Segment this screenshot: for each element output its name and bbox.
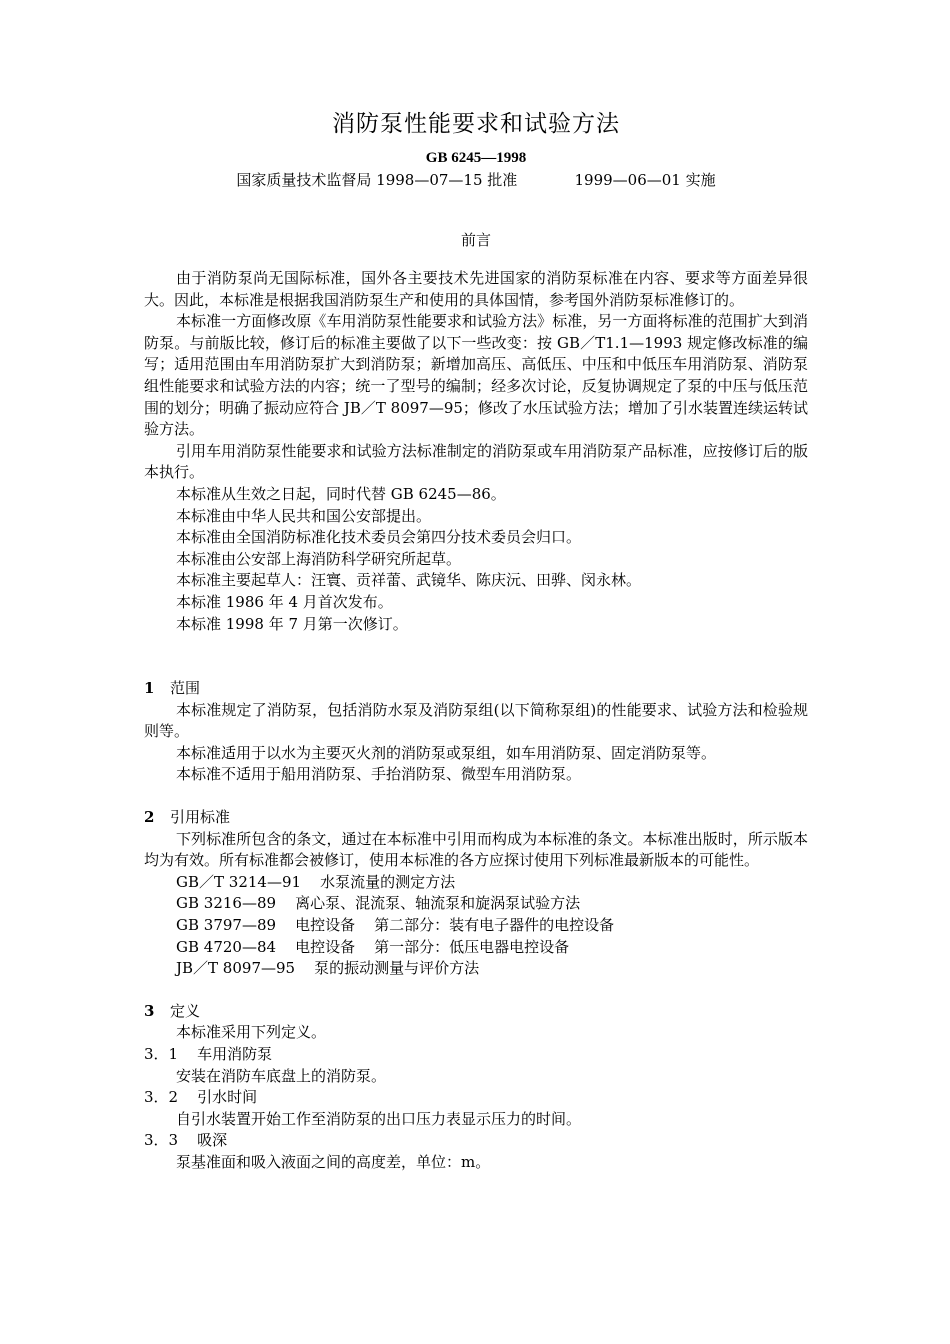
section-scope [144,678,808,786]
reference-item: GB 3216—89 离心泵、混流泵、轴流泵和旋涡泵试验方法 [176,894,581,913]
section-heading [144,807,808,829]
section-title: 定义 [170,1001,201,1020]
foreword-paragraph: 本标准从生效之日起，同时代替 GB 6245—86。 [176,484,506,503]
foreword-paragraph: 本标准由公安部上海消防科学研究所起草。 [176,549,462,568]
foreword-paragraph: 本标准由中华人民共和国公安部提出。 [176,506,432,525]
section-paragraph: 下列标准所包含的条文，通过在本标准中引用而构成为本标准的条文。本标准出版时，所示版本均为有效。所有标准都会被修订，使用本标准的各方应探讨使用下列标准最新版本的可能性。 [144,829,808,870]
section-paragraph: 本标准不适用于船用消防泵、手抬消防泵、微型车用消防泵。 [176,765,582,784]
reference-item: JB／T 8097—95 泵的振动测量与评价方法 [176,959,480,978]
foreword-paragraph: 本标准一方面修改原《车用消防泵性能要求和试验方法》标准，另一方面将标准的范围扩大到消防泵。与前版比较，修订后的标准主要做了以下一些改变：按 GB／T1.1—1993 规定修改标准的编写；适用范围由车用消防泵扩大到消防泵；新增加高压、高低压、中压和中低压车用消防泵、消防泵组性能要求和试验方法的内容；统一了型号的编制；经多次讨论，反复协调规定了泵的中压与低压范围的划分；明确了振动应符合 JB／T 8097—95；修改了水压试验方法；增加了引水装置连续运转试验方法。 [144,312,808,439]
definition-term: 3．1 车用消防泵 [144,1045,273,1063]
section-title: 范围 [170,679,201,698]
standard-number: GB 6245—1998 [425,150,527,166]
section-references [144,807,808,980]
definition-term: 3．2 引水时间 [144,1088,258,1107]
section-heading [144,678,808,700]
approval-line: 国家质量技术监督局 1998—07—15 批准 1999—06—01 实施 [236,171,716,189]
document-body [144,268,808,1174]
document-title: 消防泵性能要求和试验方法 [332,111,620,137]
section-paragraph: 本标准规定了消防泵，包括消防水泵及消防泵组(以下简称泵组)的性能要求、试验方法和检验规则等。 [144,700,808,741]
foreword-section [144,268,808,635]
foreword-heading: 前言 [460,231,491,249]
foreword-paragraph: 本标准由全国消防标准化技术委员会第四分技术委员会归口。 [176,528,582,547]
foreword-paragraph: 本标准 1986 年 4 月首次发布。 [176,592,393,611]
section-paragraph: 本标准采用下列定义。 [176,1023,327,1042]
section-number: 2 [144,808,155,827]
reference-item: GB 3797—89 电控设备 第二部分：装有电子器件的电控设备 [176,916,615,935]
foreword-paragraph: 本标准 1998 年 7 月第一次修订。 [176,614,408,633]
foreword-paragraph: 本标准主要起草人：汪寰、贡祥蕾、武镜华、陈庆沅、田骅、闵永林。 [176,571,642,590]
reference-item: GB 4720—84 电控设备 第一部分：低压电器电控设备 [176,937,570,956]
section-heading [144,1001,808,1023]
section-title: 引用标准 [170,808,231,827]
definition-description: 安装在消防车底盘上的消防泵。 [176,1066,387,1085]
definition-description: 泵基准面和吸入液面之间的高度差，单位：m。 [176,1152,491,1171]
reference-item: GB／T 3214—91 水泵流量的测定方法 [176,872,456,891]
section-number: 3 [144,1001,155,1020]
foreword-paragraph: 由于消防泵尚无国际标准，国外各主要技术先进国家的消防泵标准在内容、要求等方面差异很大。因此，本标准是根据我国消防泵生产和使用的具体国情，参考国外消防泵标准修订的。 [144,269,808,309]
section-paragraph: 本标准适用于以水为主要灭火剂的消防泵或泵组，如车用消防泵、固定消防泵等。 [176,743,717,762]
section-definitions [144,1001,808,1174]
section-number: 1 [144,679,155,698]
definition-description: 自引水装置开始工作至消防泵的出口压力表显示压力的时间。 [176,1109,582,1128]
foreword-paragraph: 引用车用消防泵性能要求和试验方法标准制定的消防泵或车用消防泵产品标准，应按修订后的版本执行。 [144,441,808,482]
definition-term: 3．3 吸深 [144,1131,228,1150]
